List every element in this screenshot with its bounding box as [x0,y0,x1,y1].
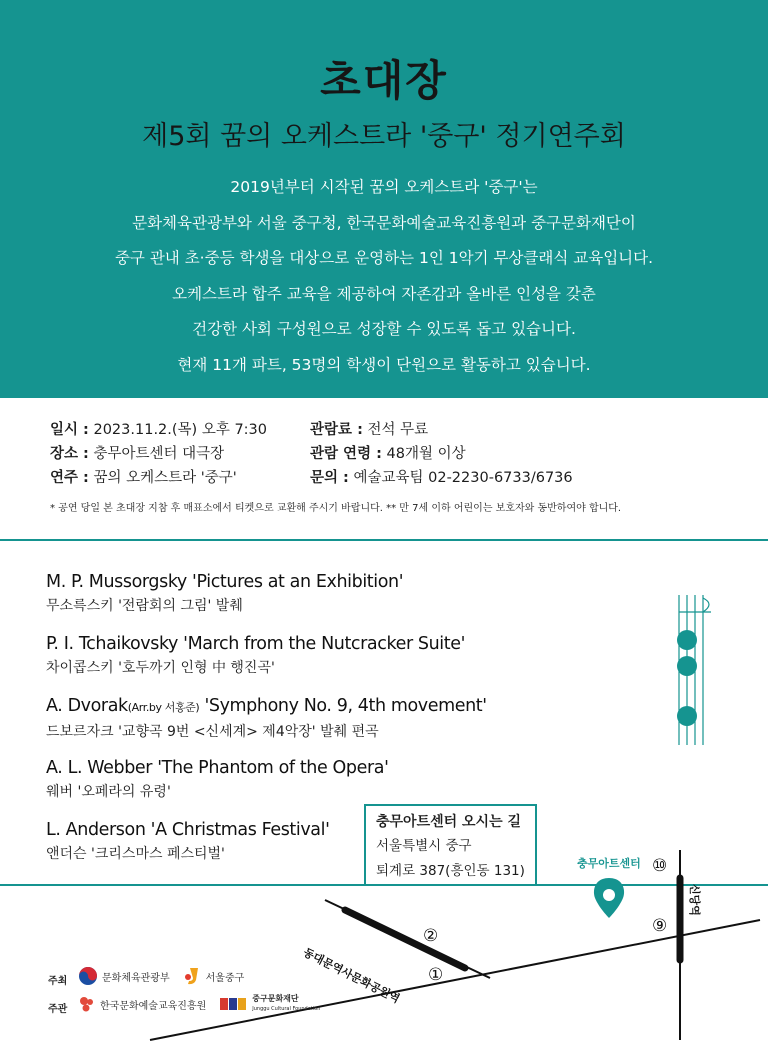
page-title: 초대장 [320,56,448,105]
program-item [46,631,487,693]
intro-line: 현재 11개 파트, 53명의 학생이 단원으로 활동하고 있습니다. [177,355,591,374]
intro-text [0,170,768,383]
info-value: 충무아트센터 대극장 [88,446,225,462]
piece-title-en: L. Anderson 'A Christmas Festival' [46,820,330,840]
program-item [46,693,487,755]
piece-title-en: A. L. Webber 'The Phantom of the Opera' [46,758,389,778]
piece-title-ko: 차이콥스키 '호두까기 인형 中 행진곡' [46,660,275,676]
info-fee [310,418,573,442]
exit-number: ⑩ [652,856,668,876]
info-value: 꿈의 오케스트라 '중구' [88,470,237,486]
info-contact [310,466,573,490]
concert-subtitle: 제5회 꿈의 오케스트라 '중구' 정기연주회 [142,121,626,152]
intro-line: 2019년부터 시작된 꿈의 오케스트라 '중구'는 [230,178,538,196]
foundation-name [252,994,320,1014]
event-info-left [50,418,267,490]
exit-number: ① [428,965,444,985]
junggu-logo-icon [184,966,202,986]
organizer-logos [78,994,320,1014]
info-label: 관람료 : [310,422,363,438]
piece-title-en: M. P. Mussorgsky 'Pictures at an Exhibition' [46,572,404,592]
music-notes-icon [665,590,715,750]
sponsor-name: 서울중구 [205,972,245,984]
divider [0,539,768,541]
address-line: 퇴계로 387(흥인동 131) [376,863,525,879]
sponsor-name: 한국문화예술교육진흥원 [100,1000,207,1012]
work: 'Symphony No. 9, 4th movement' [199,696,487,716]
piece-title-ko: 웨버 '오페라의 유령' [46,784,171,800]
host-logos [78,966,244,986]
info-label: 연주 : [50,470,89,486]
composer: A. Dvorak [46,696,128,716]
intro-line: 문화체육관광부와 서울 중구청, 한국문화예술교육진흥원과 중구문화재단이 [132,213,636,232]
directions-heading: 충무아트센터 오시는 길 [376,814,521,830]
piece-title-en: P. I. Tchaikovsky 'March from the Nutcracker Suite' [46,634,466,654]
sponsor-name: 문화체육관광부 [102,972,170,984]
address-line: 서울특별시 중구 [376,838,472,854]
event-info-right [310,418,573,490]
info-value: 48개월 이상 [381,446,466,462]
info-label: 관람 연령 : [310,446,382,462]
header-banner [0,0,768,398]
sponsor-name: 중구문화재단 [252,994,299,1003]
map-pin-icon [594,878,624,918]
info-label: 문의 : [310,470,349,486]
piece-title-ko: 무소륵스키 '전람회의 그림' 발췌 [46,598,243,614]
info-value: 2023.11.2.(목) 오후 7:30 [88,422,268,438]
station-label: 동대문역사문화공원역 [301,945,402,1006]
info-venue [50,442,267,466]
info-age [310,442,573,466]
host-label: 주최 [48,976,68,987]
info-value: 전석 무료 [362,422,429,438]
sponsor-name-en: Junggu Cultural Foundation [252,1006,321,1012]
arte-logo-icon [78,995,96,1013]
info-label: 일시 : [50,422,89,438]
map-venue-label: 충무아트센터 [577,857,641,870]
taeguk-logo-icon [78,966,98,986]
station-label: 신당역 [688,884,701,916]
foundation-logo-icon [220,996,248,1012]
info-date [50,418,267,442]
exit-number: ⑨ [652,916,668,936]
ticket-note: * 공연 당일 본 초대장 지참 후 매표소에서 티켓으로 교환해 주시기 바랍니다. ** 만 7세 이하 어린이는 보호자와 동반하여야 합니다. [50,503,622,514]
program-item [46,569,487,631]
organizer-label: 주관 [48,1004,68,1015]
info-performer [50,466,267,490]
piece-title-en [46,693,487,721]
intro-line: 건강한 사회 구성원으로 성장할 수 있도록 돕고 있습니다. [192,320,576,338]
piece-title-ko: 앤더슨 '크리스마스 페스티벌' [46,846,225,862]
piece-title-ko: 드보르자크 '교향곡 9번 <신세계> 제4악장' 발췌 편곡 [46,724,379,740]
info-value: 예술교육팀 02-2230-6733/6736 [348,470,573,486]
exit-number: ② [423,926,439,946]
info-label: 장소 : [50,446,89,462]
intro-line: 오케스트라 합주 교육을 제공하여 자존감과 올바른 인성을 갖춘 [172,284,596,303]
arranger: (Arr.by 서홍준) [127,701,200,714]
directions-box [364,804,537,886]
intro-line: 중구 관내 초·중등 학생을 대상으로 운영하는 1인 1악기 무상클래식 교육입니다. [114,249,654,267]
